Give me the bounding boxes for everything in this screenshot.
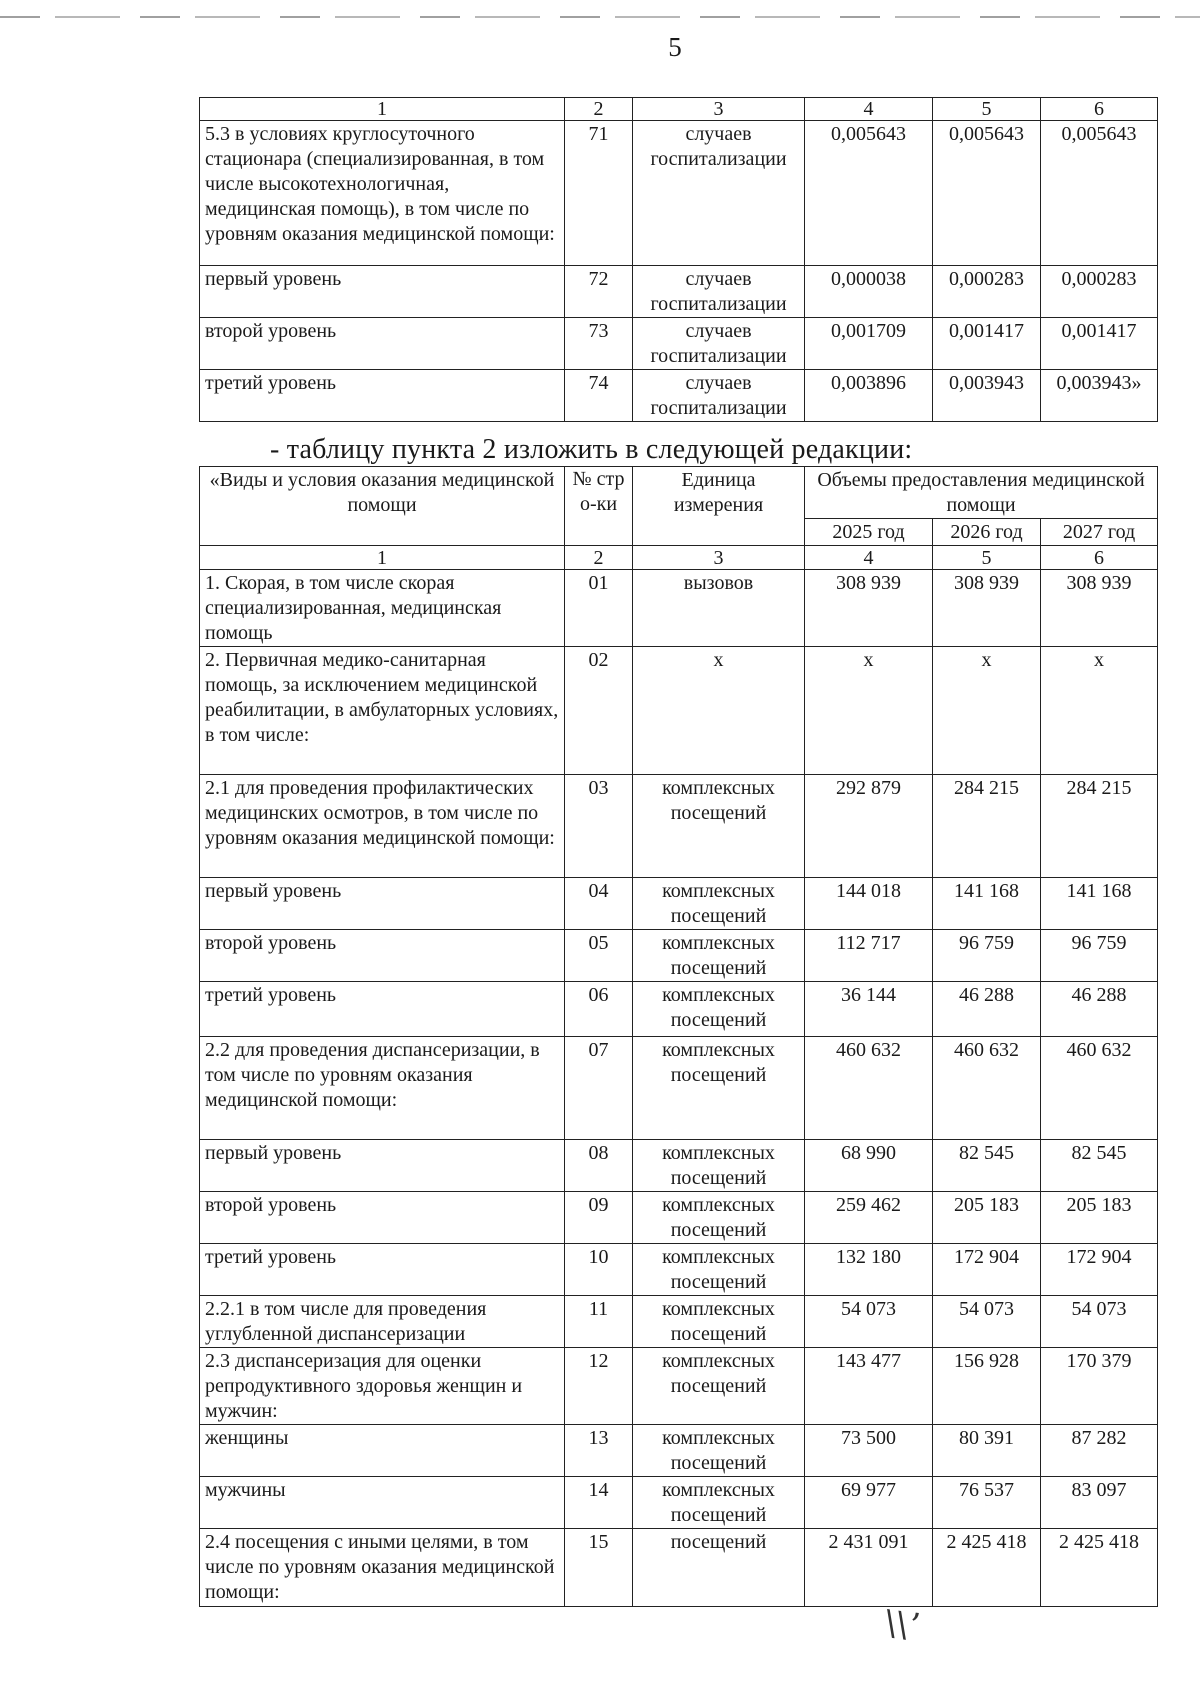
row-unit: случаев госпитализации bbox=[633, 266, 805, 318]
row-value-2027: 0,000283 bbox=[1041, 266, 1158, 318]
row-value-2027: 0,005643 bbox=[1041, 121, 1158, 266]
table-row bbox=[200, 1192, 1158, 1244]
row-value-2026: 82 545 bbox=[933, 1140, 1041, 1192]
row-value-2026: 2 425 418 bbox=[933, 1529, 1041, 1607]
row-unit: комплексных посещений bbox=[633, 878, 805, 930]
row-value-2026: 0,005643 bbox=[933, 121, 1041, 266]
row-value-2025: 112 717 bbox=[805, 930, 933, 982]
header-volumes: Объемы предоставления медицинской помощи bbox=[805, 467, 1158, 519]
header-unit: Единица измерения bbox=[633, 467, 805, 546]
header-year-2026: 2026 год bbox=[933, 519, 1041, 546]
row-name: третий уровень bbox=[200, 370, 565, 422]
row-line-number: 03 bbox=[565, 775, 633, 878]
row-value-2027: 87 282 bbox=[1041, 1425, 1158, 1477]
row-name: 2. Первичная медико-санитарная помощь, за исключением медицинской реабилитации, в амбулаторных условиях, в том числе: bbox=[200, 647, 565, 775]
col-number: 5 bbox=[933, 98, 1041, 121]
col-number: 1 bbox=[200, 98, 565, 121]
col-number: 3 bbox=[633, 98, 805, 121]
row-value-2027: 0,001417 bbox=[1041, 318, 1158, 370]
table-row bbox=[200, 1140, 1158, 1192]
row-name: третий уровень bbox=[200, 1244, 565, 1296]
row-value-2025: 0,000038 bbox=[805, 266, 933, 318]
section-caption: - таблицу пункта 2 изложить в следующей редакции: bbox=[270, 434, 913, 465]
row-value-2025: 68 990 bbox=[805, 1140, 933, 1192]
row-value-2027: 460 632 bbox=[1041, 1037, 1158, 1140]
table-row bbox=[200, 930, 1158, 982]
col-number: 4 bbox=[805, 98, 933, 121]
row-value-2025: 54 073 bbox=[805, 1296, 933, 1348]
row-line-number: 73 bbox=[565, 318, 633, 370]
row-value-2026: 205 183 bbox=[933, 1192, 1041, 1244]
table-row bbox=[200, 1296, 1158, 1348]
row-value-2025: 69 977 bbox=[805, 1477, 933, 1529]
row-value-2025: 0,005643 bbox=[805, 121, 933, 266]
row-value-2027: 205 183 bbox=[1041, 1192, 1158, 1244]
row-unit: комплексных посещений bbox=[633, 1296, 805, 1348]
row-value-2027: 83 097 bbox=[1041, 1477, 1158, 1529]
table-row bbox=[200, 1037, 1158, 1140]
col-number: 2 bbox=[565, 546, 633, 570]
row-value-2025: 36 144 bbox=[805, 982, 933, 1037]
table-row bbox=[200, 570, 1158, 647]
row-value-2025: 308 939 bbox=[805, 570, 933, 647]
table-row bbox=[200, 647, 1158, 775]
row-line-number: 74 bbox=[565, 370, 633, 422]
row-unit: случаев госпитализации bbox=[633, 121, 805, 266]
table-row bbox=[200, 1348, 1158, 1425]
row-line-number: 04 bbox=[565, 878, 633, 930]
row-value-2025: 132 180 bbox=[805, 1244, 933, 1296]
row-line-number: 72 bbox=[565, 266, 633, 318]
row-value-2026: 308 939 bbox=[933, 570, 1041, 647]
table-volumes bbox=[199, 466, 1158, 1607]
row-line-number: 11 bbox=[565, 1296, 633, 1348]
header-row bbox=[200, 467, 1158, 519]
row-name: первый уровень bbox=[200, 878, 565, 930]
row-unit: комплексных посещений bbox=[633, 930, 805, 982]
row-line-number: 71 bbox=[565, 121, 633, 266]
row-name: 2.3 диспансеризация для оценки репродуктивного здоровья женщин и мужчин: bbox=[200, 1348, 565, 1425]
table-row bbox=[200, 878, 1158, 930]
row-value-2025: х bbox=[805, 647, 933, 775]
row-value-2027: 170 379 bbox=[1041, 1348, 1158, 1425]
row-value-2026: 80 391 bbox=[933, 1425, 1041, 1477]
handwritten-mark: \\ʼ bbox=[882, 1602, 922, 1648]
table-row bbox=[200, 370, 1158, 422]
row-unit: комплексных посещений bbox=[633, 1425, 805, 1477]
row-line-number: 08 bbox=[565, 1140, 633, 1192]
row-line-number: 14 bbox=[565, 1477, 633, 1529]
header-line-no: № стро-ки bbox=[565, 467, 633, 546]
col-number: 3 bbox=[633, 546, 805, 570]
row-value-2026: 284 215 bbox=[933, 775, 1041, 878]
row-name: первый уровень bbox=[200, 266, 565, 318]
row-value-2027: 54 073 bbox=[1041, 1296, 1158, 1348]
table-row bbox=[200, 1244, 1158, 1296]
row-name: 2.4 посещения с иными целями, в том числе по уровням оказания медицинской помощи: bbox=[200, 1529, 565, 1607]
row-name: 5.3 в условиях круглосуточного стационара (специализированная, в том числе высокотехнологичная, медицинская помощь), в том числе по уровням оказания медицинской помощи: bbox=[200, 121, 565, 266]
table-continuation bbox=[199, 97, 1158, 422]
row-line-number: 13 bbox=[565, 1425, 633, 1477]
col-number: 6 bbox=[1041, 546, 1158, 570]
row-unit: комплексных посещений bbox=[633, 1348, 805, 1425]
scan-edge-line bbox=[0, 16, 1200, 18]
column-number-row bbox=[200, 546, 1158, 570]
page-number: 5 bbox=[668, 32, 682, 62]
row-value-2025: 0,003896 bbox=[805, 370, 933, 422]
row-value-2025: 460 632 bbox=[805, 1037, 933, 1140]
row-value-2026: 460 632 bbox=[933, 1037, 1041, 1140]
row-unit: х bbox=[633, 647, 805, 775]
row-unit: комплексных посещений bbox=[633, 1140, 805, 1192]
row-value-2026: 96 759 bbox=[933, 930, 1041, 982]
row-value-2027: 172 904 bbox=[1041, 1244, 1158, 1296]
row-value-2026: 141 168 bbox=[933, 878, 1041, 930]
row-name: женщины bbox=[200, 1425, 565, 1477]
row-value-2025: 292 879 bbox=[805, 775, 933, 878]
row-name: третий уровень bbox=[200, 982, 565, 1037]
col-number: 5 bbox=[933, 546, 1041, 570]
header-year-2025: 2025 год bbox=[805, 519, 933, 546]
row-unit: вызовов bbox=[633, 570, 805, 647]
col-number: 2 bbox=[565, 98, 633, 121]
row-unit: случаев госпитализации bbox=[633, 318, 805, 370]
table-row bbox=[200, 982, 1158, 1037]
row-unit: комплексных посещений bbox=[633, 775, 805, 878]
table-row bbox=[200, 266, 1158, 318]
row-line-number: 12 bbox=[565, 1348, 633, 1425]
row-value-2027: х bbox=[1041, 647, 1158, 775]
table-row bbox=[200, 121, 1158, 266]
row-unit: посещений bbox=[633, 1529, 805, 1607]
row-value-2026: 0,000283 bbox=[933, 266, 1041, 318]
row-unit: комплексных посещений bbox=[633, 1477, 805, 1529]
row-value-2027: 82 545 bbox=[1041, 1140, 1158, 1192]
table-row bbox=[200, 318, 1158, 370]
row-name: мужчины bbox=[200, 1477, 565, 1529]
row-name: второй уровень bbox=[200, 318, 565, 370]
row-value-2025: 73 500 bbox=[805, 1425, 933, 1477]
row-unit: случаев госпитализации bbox=[633, 370, 805, 422]
row-line-number: 05 bbox=[565, 930, 633, 982]
row-value-2025: 2 431 091 bbox=[805, 1529, 933, 1607]
table-row bbox=[200, 1477, 1158, 1529]
row-name: второй уровень bbox=[200, 1192, 565, 1244]
row-name: второй уровень bbox=[200, 930, 565, 982]
row-value-2026: 0,001417 bbox=[933, 318, 1041, 370]
row-name: 2.1 для проведения профилактических медицинских осмотров, в том числе по уровням оказания медицинской помощи: bbox=[200, 775, 565, 878]
row-line-number: 15 bbox=[565, 1529, 633, 1607]
row-value-2027: 46 288 bbox=[1041, 982, 1158, 1037]
row-value-2027: 284 215 bbox=[1041, 775, 1158, 878]
row-line-number: 10 bbox=[565, 1244, 633, 1296]
col-number: 1 bbox=[200, 546, 565, 570]
row-name: 2.2.1 в том числе для проведения углубленной диспансеризации bbox=[200, 1296, 565, 1348]
table-row bbox=[200, 1529, 1158, 1607]
row-value-2026: 0,003943 bbox=[933, 370, 1041, 422]
row-value-2027: 308 939 bbox=[1041, 570, 1158, 647]
column-number-row bbox=[200, 98, 1158, 121]
row-value-2026: 54 073 bbox=[933, 1296, 1041, 1348]
col-number: 6 bbox=[1041, 98, 1158, 121]
row-value-2026: 172 904 bbox=[933, 1244, 1041, 1296]
header-year-2027: 2027 год bbox=[1041, 519, 1158, 546]
header-types: «Виды и условия оказания медицинской помощи bbox=[200, 467, 565, 546]
row-value-2026: 46 288 bbox=[933, 982, 1041, 1037]
row-line-number: 06 bbox=[565, 982, 633, 1037]
row-line-number: 07 bbox=[565, 1037, 633, 1140]
table-row bbox=[200, 775, 1158, 878]
row-value-2026: х bbox=[933, 647, 1041, 775]
row-value-2026: 156 928 bbox=[933, 1348, 1041, 1425]
row-value-2025: 259 462 bbox=[805, 1192, 933, 1244]
row-value-2026: 76 537 bbox=[933, 1477, 1041, 1529]
row-line-number: 09 bbox=[565, 1192, 633, 1244]
row-unit: комплексных посещений bbox=[633, 1192, 805, 1244]
row-value-2027: 2 425 418 bbox=[1041, 1529, 1158, 1607]
row-unit: комплексных посещений bbox=[633, 982, 805, 1037]
row-value-2025: 144 018 bbox=[805, 878, 933, 930]
row-value-2027: 0,003943» bbox=[1041, 370, 1158, 422]
col-number: 4 bbox=[805, 546, 933, 570]
row-value-2027: 96 759 bbox=[1041, 930, 1158, 982]
row-unit: комплексных посещений bbox=[633, 1244, 805, 1296]
row-value-2025: 0,001709 bbox=[805, 318, 933, 370]
row-name: 1. Скорая, в том числе скорая специализированная, медицинская помощь bbox=[200, 570, 565, 647]
row-name: 2.2 для проведения диспансеризации, в том числе по уровням оказания медицинской помощи: bbox=[200, 1037, 565, 1140]
table-row bbox=[200, 1425, 1158, 1477]
row-line-number: 02 bbox=[565, 647, 633, 775]
row-name: первый уровень bbox=[200, 1140, 565, 1192]
row-unit: комплексных посещений bbox=[633, 1037, 805, 1140]
row-value-2025: 143 477 bbox=[805, 1348, 933, 1425]
row-value-2027: 141 168 bbox=[1041, 878, 1158, 930]
row-line-number: 01 bbox=[565, 570, 633, 647]
